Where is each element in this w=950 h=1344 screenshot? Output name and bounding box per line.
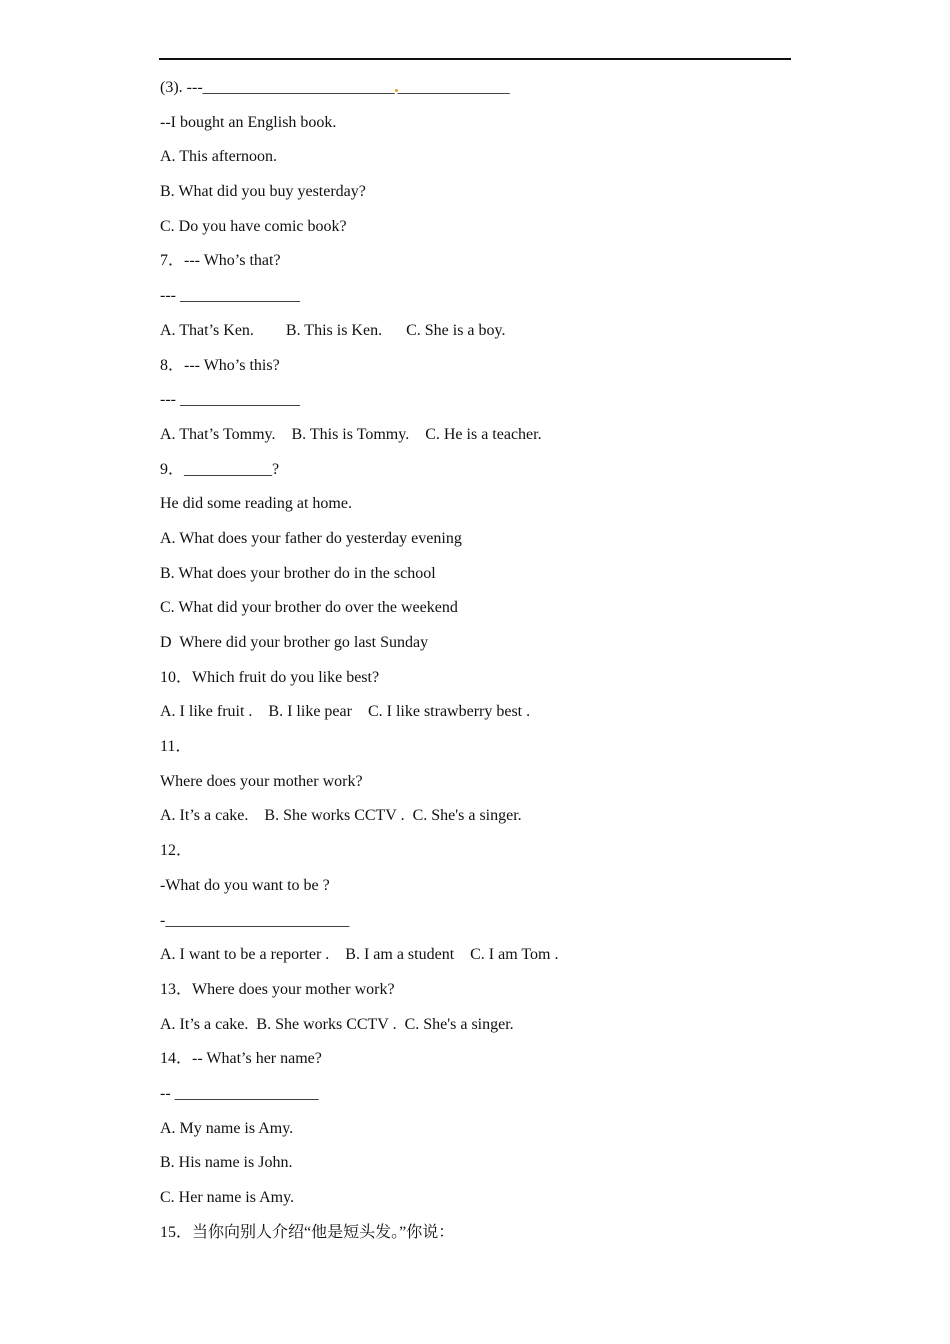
option-b: B. What does your brother do in the school [160,564,436,582]
question-prompt: -What do you want to be ? [160,876,330,894]
question-number-line: 7．--- Who’s that? [160,252,281,270]
options-inline: A. I want to be a reporter . B. I am a student C. I am Tom . [160,946,559,964]
question-prompt: --I bought an English book. [160,113,337,131]
question-number-line: 12． [160,842,193,860]
question-prompt: Where does your mother work? [160,772,363,790]
options-inline: A. It’s a cake. B. She works CCTV . C. She's a singer. [160,1015,514,1033]
answer-blank: -_______________________ [160,911,350,929]
options-inline: A. I like fruit . B. I like pear C. I like strawberry best . [160,703,531,721]
option-a: A. This afternoon. [160,148,278,166]
option-d: D Where did your brother go last Sunday [160,634,429,651]
question-number-line: 10．Which fruit do you like best? [160,668,380,686]
options-inline: A. That’s Tommy. B. This is Tommy. C. He is a teacher. [160,425,542,443]
question-number-line: 14．-- What’s her name? [160,1050,322,1068]
answer-blank: --- _______________ [160,391,300,409]
option-a: A. What does your father do yesterday evening [160,529,462,547]
question-number-line: (3). ---________________________ ______________ [160,79,510,96]
option-b: B. His name is John. [160,1154,293,1172]
option-c: C. Do you have comic book? [160,217,347,235]
document-body [160,76,800,1255]
option-b: B. What did you buy yesterday? [160,183,366,201]
options-inline: A. It’s a cake. B. She works CCTV . C. She's a singer. [160,807,522,825]
question-prompt: He did some reading at home. [160,495,352,513]
question-number-line: 13．Where does your mother work? [160,980,395,998]
question-number-line: 9．___________? [160,460,280,478]
question-number-line: 8．--- Who’s this? [160,356,280,374]
question-number-line: 11． [160,738,192,756]
options-inline: A. That’s Ken. B. This is Ken. C. She is a boy. [160,321,506,339]
question-number-line: 15．当你向别人介绍“他是短头发。”你说： [160,1223,455,1241]
option-a: A. My name is Amy. [160,1119,294,1137]
option-c: C. Her name is Amy. [160,1189,295,1206]
option-c: C. What did your brother do over the weekend [160,599,458,617]
answer-blank: -- __________________ [160,1084,319,1102]
header-rule [159,58,791,60]
answer-blank: --- _______________ [160,287,300,305]
